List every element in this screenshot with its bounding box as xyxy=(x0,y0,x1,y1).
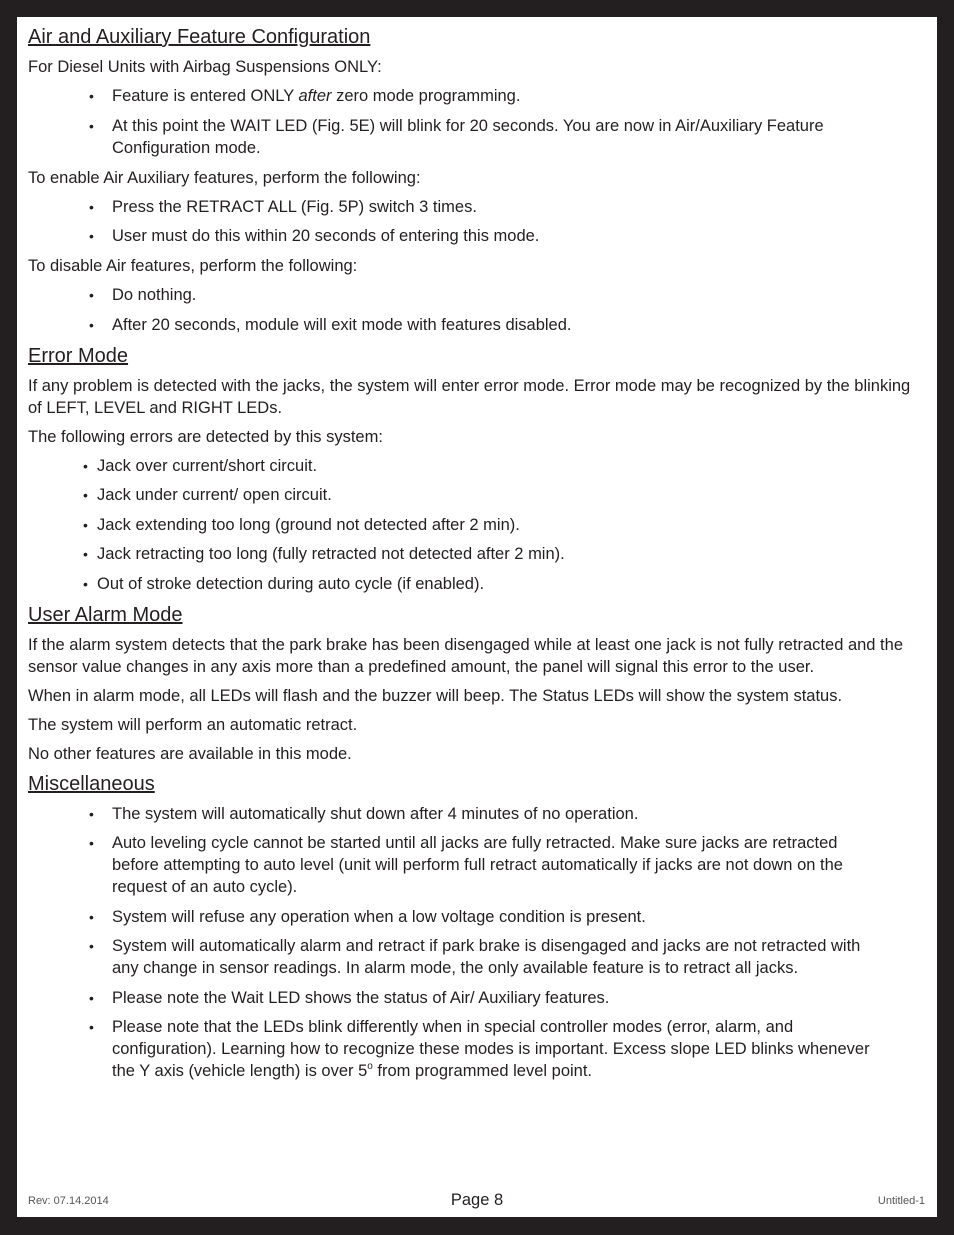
bullet-icon: • xyxy=(89,198,94,215)
section-air-auxiliary xyxy=(28,25,928,336)
section-user-alarm-mode xyxy=(28,603,928,765)
list-item: • Out of stroke detection during auto cycle (if enabled). xyxy=(83,574,485,593)
list-item: • The system will automatically shut down after 4 minutes of no operation. xyxy=(89,804,639,823)
disable-list xyxy=(28,284,928,336)
revision-label: Rev: 07.14.2014 xyxy=(28,1195,109,1207)
list-item: • Jack over current/short circuit. xyxy=(83,456,318,475)
list-item: • Please note that the LEDs blink differently when in special controller modes (error, alarm, and configuration). Learning how to recognize these modes is important. Excess slope LED blinks whenever the Y axis (vehicle length) is over 5$^o$ from programmed level point. xyxy=(89,1018,870,1080)
alarm-para-3: The system will perform an automatic retract. xyxy=(28,715,358,734)
list-item: • After 20 seconds, module will exit mode with features disabled. xyxy=(89,315,572,334)
bullet-icon: • xyxy=(83,575,88,592)
list-item: • Do nothing. xyxy=(89,286,197,304)
bullet-icon: • xyxy=(89,316,94,333)
alarm-para-2: When in alarm mode, all LEDs will flash and the buzzer will beep. The Status LEDs will show the system status. xyxy=(28,686,843,705)
bullet-icon: • xyxy=(89,287,94,303)
list-item: • User must do this within 20 seconds of entering this mode. xyxy=(89,227,540,245)
heading-error-mode: Error Mode xyxy=(28,344,129,367)
alarm-para-1: If the alarm system detects that the park brake has been disengaged while at least one jack is not fully retracted and the sensor value changes in any axis more than a predefined amount, the panel will signal this error to the user. xyxy=(28,635,903,676)
section-miscellaneous xyxy=(28,772,928,1083)
enable-list xyxy=(28,196,928,248)
page-content xyxy=(28,25,928,1090)
document-page xyxy=(17,17,937,1217)
bullet-icon: • xyxy=(89,938,94,954)
list-item: • System will automatically alarm and retract if park brake is disengaged and jacks are not retracted with any change in sensor readings. In alarm mode, the only available feature is to retract all jacks. xyxy=(89,937,861,977)
bullet-icon: • xyxy=(89,88,94,104)
bullet-icon: • xyxy=(89,228,94,244)
bullet-icon: • xyxy=(83,516,88,533)
bullet-icon: • xyxy=(83,487,88,503)
list-item: • Auto leveling cycle cannot be started until all jacks are fully retracted. Make sure jacks are retracted before attempting to auto level (unit will perform full retract automatically if jacks are not down on the request of an auto cycle). xyxy=(89,834,843,896)
section-error-mode xyxy=(28,344,928,595)
heading-air-auxiliary: Air and Auxiliary Feature Configuration xyxy=(28,26,371,48)
file-name: Untitled-1 xyxy=(877,1195,925,1207)
air-entry-list xyxy=(28,85,928,159)
air-intro: For Diesel Units with Airbag Suspensions ONLY: xyxy=(28,58,382,76)
bullet-icon: • xyxy=(89,117,94,134)
page-footer xyxy=(17,1191,937,1215)
list-item: • Jack under current/ open circuit. xyxy=(83,486,332,504)
page-number: Page 8 xyxy=(450,1191,504,1209)
degree-symbol: o xyxy=(367,1061,373,1072)
error-para-2: The following errors are detected by this system: xyxy=(28,427,383,446)
list-item: • Feature is entered ONLY after zero mode programming. xyxy=(89,87,521,105)
list-item: • Jack retracting too long (fully retracted not detected after 2 min). xyxy=(83,545,565,563)
error-list xyxy=(28,455,928,595)
disable-intro: To disable Air features, perform the following: xyxy=(28,257,358,275)
alarm-para-4: No other features are available in this mode. xyxy=(28,744,352,763)
heading-user-alarm-mode: User Alarm Mode xyxy=(28,603,183,626)
list-item: • Press the RETRACT ALL (Fig. 5P) switch 3 times. xyxy=(89,197,477,216)
enable-intro: To enable Air Auxiliary features, perform the following: xyxy=(28,168,421,187)
list-item: • Please note the Wait LED shows the status of Air/ Auxiliary features. xyxy=(89,988,610,1007)
heading-miscellaneous: Miscellaneous xyxy=(28,772,155,795)
list-item: • At this point the WAIT LED (Fig. 5E) will blink for 20 seconds. You are now in Air/Auxiliary Feature Configuration mode. xyxy=(89,116,824,157)
bullet-icon: • xyxy=(89,805,94,822)
bullet-icon: • xyxy=(89,908,94,925)
bullet-icon: • xyxy=(89,1019,94,1035)
list-item: • Jack extending too long (ground not detected after 2 min). xyxy=(83,515,520,534)
list-item: • System will refuse any operation when a low voltage condition is present. xyxy=(89,907,646,926)
misc-list xyxy=(28,803,928,1083)
error-para-1: If any problem is detected with the jacks, the system will enter error mode. Error mode may be recognized by the blinking of LEFT, LEVEL and RIGHT LEDs. xyxy=(28,376,911,417)
bullet-icon: • xyxy=(83,546,88,562)
bullet-icon: • xyxy=(89,989,94,1006)
bullet-icon: • xyxy=(89,835,94,851)
bullet-icon: • xyxy=(83,457,88,474)
